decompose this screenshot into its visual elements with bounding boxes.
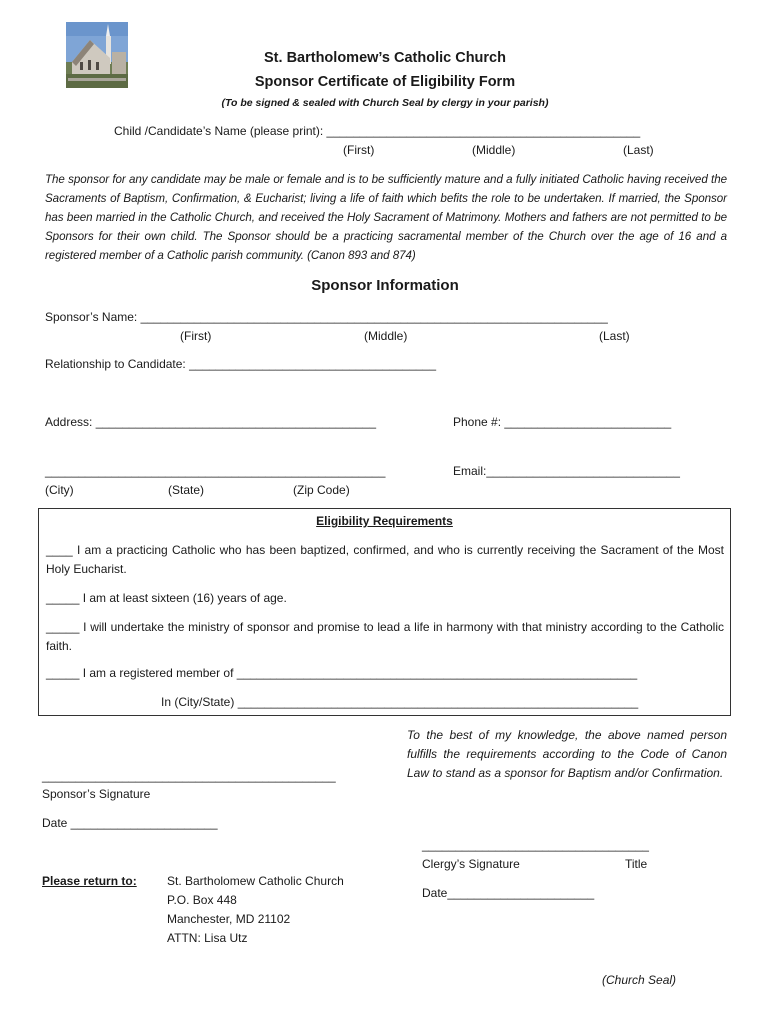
sponsor-first-label: (First) [180,329,212,343]
return-address-line3: Manchester, MD 21102 [167,912,291,926]
phone-field[interactable]: Phone #: _________________________ [453,415,672,429]
form-title: Sponsor Certificate of Eligibility Form [254,74,516,90]
address-field[interactable]: Address: __________________________________________ [45,415,376,429]
relationship-field[interactable]: Relationship to Candidate: _____________________________________ [45,357,437,371]
eligibility-item-city-state[interactable]: In (City/State) ____________________________________________________________ [161,695,639,709]
eligibility-item-ministry[interactable]: _____ I will undertake the ministry of sponsor and promise to lead a life in harmony with that ministry according to the Catholic faith. [46,620,724,653]
return-address-line1: St. Bartholomew Catholic Church [167,874,344,888]
sponsor-info-heading: Sponsor Information [311,277,459,294]
sponsor-last-label: (Last) [599,329,630,343]
clergy-statement: To the best of my knowledge, the above named person fulfills the requirements according to the Code of Canon Law to stand as a sponsor for Baptism and/or Confirmation. [407,728,727,780]
candidate-name-field[interactable]: Child /Candidate’s Name (please print): _______________________________________________ [114,124,641,138]
church-name: St. Bartholomew’s Catholic Church [264,50,506,66]
sponsor-middle-label: (Middle) [364,329,408,343]
clergy-signature-line[interactable]: __________________________________ [422,838,649,852]
return-address-line2: P.O. Box 448 [167,893,237,907]
email-field[interactable]: Email:_____________________________ [453,464,680,478]
eligibility-item-registered-member[interactable]: _____ I am a registered member of ____________________________________________________________ [46,666,638,680]
return-to-label: Please return to: [42,874,137,888]
city-label: (City) [45,483,74,497]
candidate-first-label: (First) [343,143,375,157]
zip-label: (Zip Code) [293,483,350,497]
clergy-title-label: Title [625,857,648,871]
sponsor-name-field[interactable]: Sponsor’s Name: ______________________________________________________________________ [45,310,608,324]
church-seal-label: (Church Seal) [602,973,677,987]
sponsor-date-field[interactable]: Date ______________________ [42,816,218,830]
return-address-line4: ATTN: Lisa Utz [167,931,248,945]
clergy-signature-label: Clergy’s Signature [422,857,520,871]
sponsor-signature-line[interactable]: ____________________________________________ [42,769,336,783]
candidate-last-label: (Last) [623,143,654,157]
seal-notice: (To be signed & sealed with Church Seal by clergy in your parish) [221,97,549,109]
city-state-zip-field[interactable]: ___________________________________________________ [45,464,386,478]
eligibility-item-age[interactable]: _____ I am at least sixteen (16) years of age. [46,591,287,605]
clergy-date-field[interactable]: Date______________________ [422,886,595,900]
sponsor-requirements-paragraph: The sponsor for any candidate may be male or female and is to be sufficiently mature and a fully initiated Catholic having received the Sacraments of Baptism, Confirmation, & Eucharist; living a life of faith which befits the role to be undertaken. If married, the Sponsor has been married in the Catholic Church, and received the Holy Sacrament of Matrimony. Mothers and fathers are not permitted to be Sponsors for their own child. The Sponsor should be a practicing sacramental member of the Church over the age of 16 and a registered member of a Catholic parish community. (Canon 893 and 874) [45,173,727,262]
state-label: (State) [168,483,205,497]
sponsor-signature-label: Sponsor’s Signature [42,787,151,801]
eligibility-heading: Eligibility Requirements [316,514,453,528]
candidate-middle-label: (Middle) [472,143,516,157]
eligibility-item-practicing-catholic[interactable]: ____ I am a practicing Catholic who has been baptized, confirmed, and who is currently receiving the Sacrament of the Most Holy Eucharist. [46,543,724,576]
eligibility-requirements-box [38,508,731,716]
